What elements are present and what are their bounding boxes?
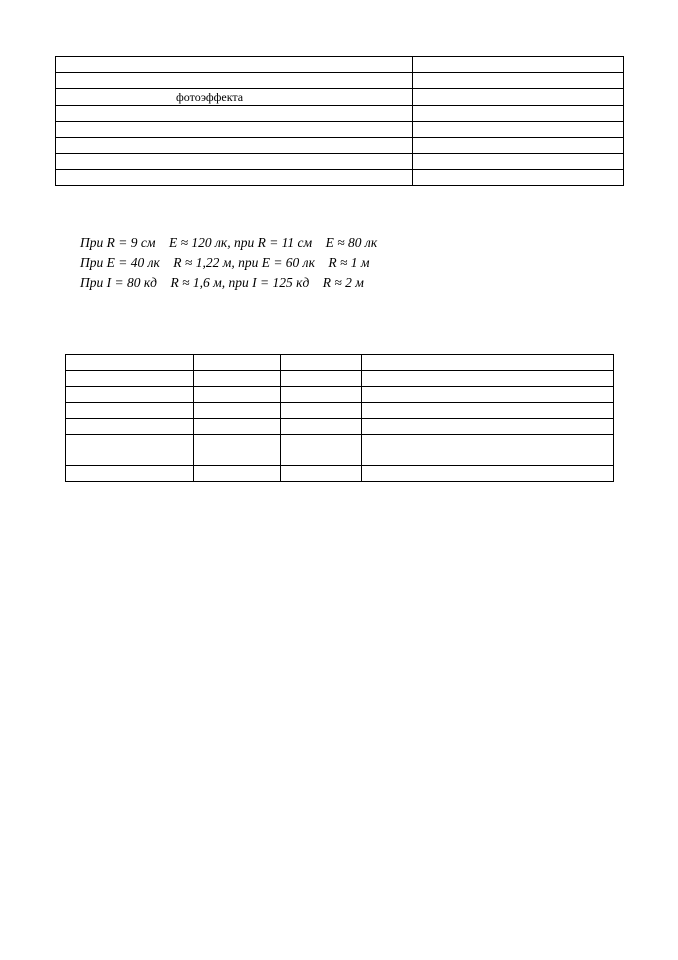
table-cell xyxy=(56,122,413,138)
table-row xyxy=(56,154,624,170)
table-row xyxy=(66,419,614,435)
formula-line: При E = 40 лк R ≈ 1,22 м, при E = 60 лк R ≈ 1 м xyxy=(80,255,370,270)
table-cell xyxy=(413,170,624,186)
table-cell xyxy=(194,355,281,371)
table-cell xyxy=(194,435,281,466)
table-row xyxy=(66,371,614,387)
table-cell xyxy=(66,371,194,387)
table-cell xyxy=(281,435,362,466)
table-cell xyxy=(281,403,362,419)
top-table xyxy=(55,56,624,186)
table-row xyxy=(56,106,624,122)
table-cell xyxy=(362,371,614,387)
table-cell xyxy=(56,170,413,186)
table-cell xyxy=(56,138,413,154)
table-row xyxy=(56,138,624,154)
table-cell xyxy=(56,106,413,122)
table-cell xyxy=(281,355,362,371)
table-cell xyxy=(362,355,614,371)
formula-line: При I = 80 кд R ≈ 1,6 м, при I = 125 кд R ≈ 2 м xyxy=(80,275,364,290)
table-cell xyxy=(362,419,614,435)
table-cell xyxy=(281,371,362,387)
table-cell xyxy=(413,73,624,89)
table-cell xyxy=(281,387,362,403)
table-cell xyxy=(281,466,362,482)
table-cell xyxy=(194,371,281,387)
table-cell xyxy=(66,387,194,403)
table-cell xyxy=(413,154,624,170)
table-row xyxy=(56,73,624,89)
table-row xyxy=(66,403,614,419)
table-cell xyxy=(66,403,194,419)
table-cell xyxy=(413,89,624,106)
table-row xyxy=(56,122,624,138)
table-cell xyxy=(194,403,281,419)
table-cell xyxy=(413,122,624,138)
table-cell xyxy=(66,355,194,371)
table-cell xyxy=(194,387,281,403)
table-cell xyxy=(56,73,413,89)
formula-block xyxy=(80,233,377,293)
table-cell xyxy=(413,57,624,73)
table-cell xyxy=(362,403,614,419)
table-row xyxy=(56,57,624,73)
table-cell xyxy=(281,419,362,435)
table-row xyxy=(66,435,614,466)
table-cell xyxy=(56,57,413,73)
table-row xyxy=(66,466,614,482)
table-cell xyxy=(66,435,194,466)
table-cell xyxy=(66,419,194,435)
table-cell xyxy=(413,138,624,154)
table-row xyxy=(56,170,624,186)
bottom-table xyxy=(65,354,614,482)
formula-line: При R = 9 см E ≈ 120 лк, при R = 11 см E ≈ 80 лк xyxy=(80,235,378,250)
table-row xyxy=(66,355,614,371)
table-cell xyxy=(362,435,614,466)
table-cell xyxy=(362,387,614,403)
table-cell xyxy=(413,106,624,122)
table-row xyxy=(66,387,614,403)
photoeffect-cell: фотоэффекта xyxy=(56,89,413,106)
table-cell xyxy=(56,154,413,170)
table-cell xyxy=(194,419,281,435)
table-row xyxy=(56,89,624,106)
table-cell xyxy=(66,466,194,482)
table-cell xyxy=(362,466,614,482)
table-cell xyxy=(194,466,281,482)
